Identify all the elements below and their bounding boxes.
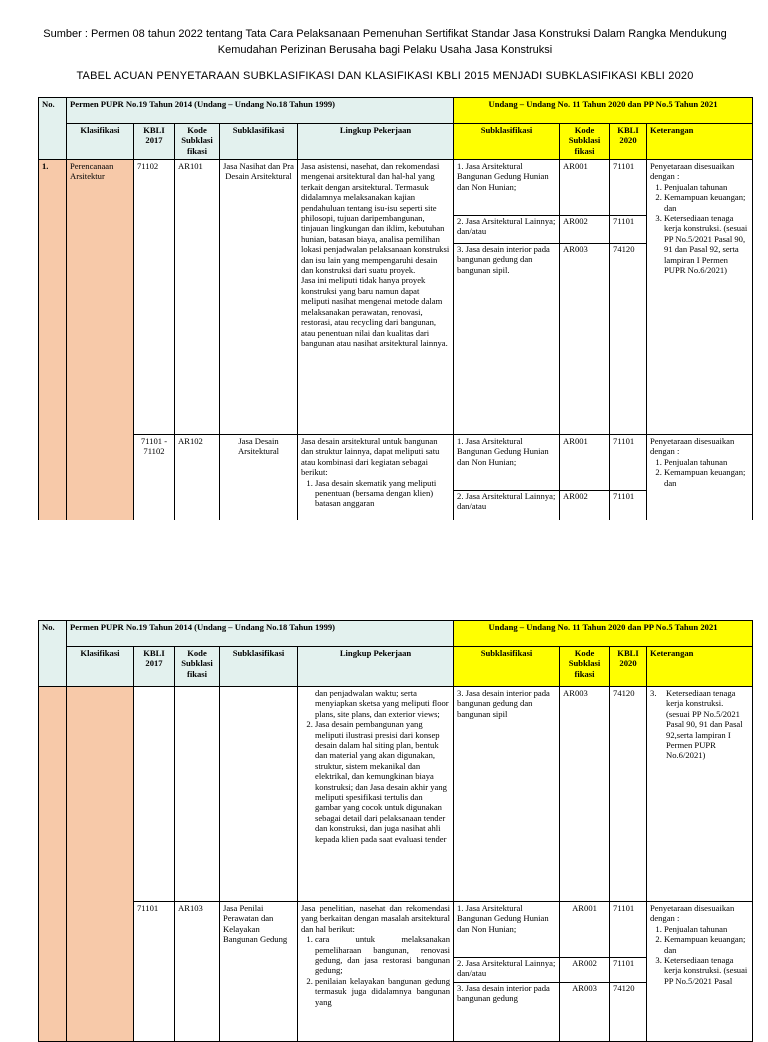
new-kode-item: AR001 — [560, 161, 609, 216]
lingkup-item: 1. cara untuk melaksanakan pemeliharaan bangunan, renovasi gedung, dan jasa restorasi bangunan gedung; — [315, 934, 450, 976]
page-gap — [0, 520, 768, 620]
keterangan-item: 2. Kemampuan keuangan; dan — [664, 192, 749, 213]
kbli-2017-cell: 71101 - 71102 — [134, 435, 175, 525]
new-subklasifikasi-item: 1. Jasa Arsitektural Bangunan Gedung Hunian dan Non Hunian; — [454, 903, 559, 958]
header-lingkup-pekerjaan: Lingkup Pekerjaan — [298, 124, 454, 160]
keterangan-item: 2. Kemampuan keuangan; dan — [664, 934, 749, 955]
kode-cell — [175, 687, 220, 902]
kode-cell: AR102 — [175, 435, 220, 525]
klasifikasi-cell: Perencanaan Arsitektur — [67, 160, 134, 525]
lingkup-paragraph: Jasa asistensi, nasehat, dan rekomendasi mengenai arsitektural dan hal-hal yang terkait dengan arsitektural. Termasuk didalamnya melaksanakan kajian pendahuluan tentang isu-isu seperti site philosopi, tujuan daripembangunan, tinjauan lingkungan dan iklim, kebutuhan hunian, batasan biaya, analisa pemilihan lokasi penjadwalan pelaksanaan konstruksi dan isu lain yang mempengaruhi desain dan konstruksi dari suatu proyek. — [301, 161, 450, 276]
equivalence-table-page-1 — [38, 97, 753, 525]
header-lingkup-pekerjaan: Lingkup Pekerjaan — [298, 647, 454, 687]
source-line-2: Kemudahan Perizinan Berusaha bagi Pelaku Usaha Jasa Konstruksi — [217, 44, 553, 56]
keterangan-cell — [647, 687, 753, 902]
table-row — [39, 902, 753, 1042]
kbli-2020-item: 71101 — [610, 161, 646, 216]
kbli-2020-item: 74120 — [613, 983, 635, 993]
table-row — [39, 435, 753, 525]
header-keterangan: Keterangan — [647, 124, 753, 160]
lingkup-cell — [298, 687, 454, 902]
kbli-2020-cell — [610, 435, 647, 525]
new-subklasifikasi-item: 3. Jasa desain interior pada bangunan gedung dan bangunan sipil. — [457, 244, 550, 275]
lingkup-cell — [298, 160, 454, 435]
new-subklasifikasi-item: 3. Jasa desain interior pada bangunan gedung — [457, 983, 550, 1004]
new-subklasifikasi-item: 2. Jasa Arsitektural Lainnya; dan/atau — [454, 958, 559, 983]
new-kode-item: AR003 — [572, 983, 597, 993]
table-row — [39, 687, 753, 902]
lingkup-item: 2. penilaian kelayakan bangunan gedung termasuk juga didalamnya bangunan yang — [315, 976, 450, 1007]
keterangan-intro: Penyetaraan disesuaikan dengan : — [650, 903, 735, 924]
klasifikasi-continued — [67, 687, 134, 1042]
header-new-regulation: Undang – Undang No. 11 Tahun 2020 dan PP No.5 Tahun 2021 — [454, 98, 753, 124]
new-kode-item: AR002 — [560, 958, 609, 983]
header-new-regulation: Undang – Undang No. 11 Tahun 2020 dan PP No.5 Tahun 2021 — [454, 621, 753, 647]
header-keterangan: Keterangan — [647, 647, 753, 687]
subklasifikasi-cell: Jasa Penilai Perawatan dan Kelayakan Bangunan Gedung — [220, 902, 298, 1042]
new-subklasifikasi-item: 2. Jasa Arsitektural Lainnya; dan/atau — [457, 491, 556, 512]
lingkup-list — [301, 478, 450, 509]
new-kode-cell: AR003 — [560, 687, 610, 902]
new-subklasifikasi-cell: 3. Jasa desain interior pada bangunan gedung dan bangunan sipil — [454, 687, 560, 902]
lingkup-item: 1. Jasa desain skematik yang meliputi penentuan (bersama dengan klien) batasan anggaran — [315, 478, 450, 509]
header-subklasifikasi: Subklasifikasi — [220, 124, 298, 160]
header-kbli-2020: KBLI 2020 — [610, 647, 647, 687]
lingkup-list — [301, 719, 450, 844]
lingkup-paragraph: Jasa ini meliputi tidak hanya proyek konstruksi yang baru namun dapat meliputi nasihat mengenai metode dalam melaksanakan perawatan, renovasi, restorasi, atau recycling dari bangunan, atau penentuan nilai dan kualitas dari bangunan atau nasihat arsitektural lainnya. — [301, 275, 448, 348]
source-note — [40, 26, 730, 58]
new-kode-item: AR003 — [563, 244, 588, 254]
keterangan-item — [650, 688, 749, 761]
new-subklasifikasi-cell — [454, 902, 560, 1042]
keterangan-cell — [647, 435, 753, 525]
keterangan-item: 2. Kemampuan keuangan; dan — [664, 467, 749, 488]
lingkup-list — [301, 934, 450, 1007]
keterangan-intro: Penyetaraan disesuaikan dengan : — [650, 436, 735, 457]
kbli-2020-cell — [610, 160, 647, 435]
keterangan-list — [650, 182, 749, 276]
equivalence-table-page-2 — [38, 620, 753, 1042]
header-old-regulation: Permen PUPR No.19 Tahun 2014 (Undang – Undang No.18 Tahun 1999) — [67, 98, 454, 124]
kbli-2020-item: 71101 — [610, 958, 646, 983]
kbli-2020-cell — [610, 902, 647, 1042]
new-kode-item: AR002 — [563, 491, 588, 501]
row-number: 1. — [39, 160, 67, 525]
keterangan-item: 3. Ketersediaan tenaga kerja konstruksi. (sesuai PP No.5/2021 Pasal 90, 91 dan Pasal 92, serta lampiran I Permen PUPR No.6/2021) — [664, 213, 749, 275]
keterangan-cell — [647, 160, 753, 435]
header-no: No. — [39, 621, 67, 687]
new-kode-cell — [560, 160, 610, 435]
header-new-kode: Kode Subklasi fikasi — [560, 647, 610, 687]
table-title: TABEL ACUAN PENYETARAAN SUBKLASIFIKASI DAN KLASIFIKASI KBLI 2015 MENJADI SUBKLASIFIKASI KBLI 2020 — [76, 70, 694, 82]
header-new-subklasifikasi: Subklasifikasi — [454, 647, 560, 687]
lingkup-cell — [298, 435, 454, 525]
kode-cell: AR101 — [175, 160, 220, 435]
kbli-2020-item: 71101 — [610, 216, 646, 244]
header-new-kode: Kode Subklasi fikasi — [560, 124, 610, 160]
new-subklasifikasi-item: 1. Jasa Arsitektural Bangunan Gedung Hunian dan Non Hunian; — [454, 161, 559, 216]
subklasifikasi-cell — [220, 687, 298, 902]
subklasifikasi-cell: Jasa Desain Arsitektural — [220, 435, 298, 525]
header-klasifikasi: Klasifikasi — [67, 647, 134, 687]
keterangan-list — [650, 457, 749, 488]
new-kode-item: AR001 — [560, 903, 609, 958]
keterangan-item: 1. Penjualan tahunan — [664, 924, 749, 934]
keterangan-cell — [647, 902, 753, 1042]
table-row — [39, 160, 753, 435]
header-kbli-2020: KBLI 2020 — [610, 124, 647, 160]
kbli-2020-item: 71101 — [613, 491, 635, 501]
header-subklasifikasi: Subklasifikasi — [220, 647, 298, 687]
lingkup-intro: Jasa penelitian, nasehat dan rekomendasi yang berkaitan dengan masalah arsitektural dan hal berikut: — [301, 903, 451, 934]
header-kode-subklasifikasi: Kode Subklasi fikasi — [175, 647, 220, 687]
keterangan-item: 1. Penjualan tahunan — [664, 457, 749, 467]
kbli-2017-cell: 71102 — [134, 160, 175, 435]
row-number-continued — [39, 687, 67, 1042]
header-kbli-2017: KBLI 2017 — [134, 124, 175, 160]
kbli-2020-item: 74120 — [613, 244, 635, 254]
new-subklasifikasi-item: 1. Jasa Arsitektural Bangunan Gedung Hunian dan Non Hunian; — [454, 436, 559, 491]
lingkup-item: 2. Jasa desain pembangunan yang meliputi ilustrasi presisi dari konsep desain dalam hal siting plan, bentuk dan material yang akan digunakan, struktur, sistem mekanikal dan elektrikal, dan kemungkinan biaya konstruksi; dan Jasa desain akhir yang meliputi spesifikasi tertulis dan gambar yang cocok untuk digunakan sebagai detail dari pelaksanaan tender dan konstruksi, dan juga nasihat ahli kepada klien pada saat evaluasi tender — [315, 719, 450, 844]
header-kbli-2017: KBLI 2017 — [134, 647, 175, 687]
kbli-2020-item: 71101 — [610, 903, 646, 958]
kode-cell: AR103 — [175, 902, 220, 1042]
new-kode-cell — [560, 435, 610, 525]
keterangan-list — [650, 924, 749, 986]
lingkup-continued: dan penjadwalan waktu; serta menyiapkan sketsa yang meliputi floor plans, site plans, dan exterior views; — [315, 688, 449, 719]
keterangan-item: 1. Penjualan tahunan — [664, 182, 749, 192]
new-kode-cell — [560, 902, 610, 1042]
source-line-1: Sumber : Permen 08 tahun 2022 tentang Tata Cara Pelaksanaan Pemenuhan Sertifikat Standar Jasa Konstruksi Dalam Rangka Mendukung — [43, 28, 727, 40]
subklasifikasi-cell: Jasa Nasihat dan Pra Desain Arsitektural — [220, 160, 298, 435]
kbli-2017-cell: 71101 — [134, 902, 175, 1042]
keterangan-item: 3. Ketersediaan tenaga kerja konstruksi. (sesuai PP No.5/2021 Pasal — [664, 955, 749, 986]
header-kode-subklasifikasi: Kode Subklasi fikasi — [175, 124, 220, 160]
lingkup-intro: Jasa desain arsitektural untuk bangunan dan struktur lainnya, dapat meliputi satu atau kombinasi dari kegiatan sebagai berikut: — [301, 436, 440, 478]
header-no: No. — [39, 98, 67, 160]
header-old-regulation: Permen PUPR No.19 Tahun 2014 (Undang – Undang No.18 Tahun 1999) — [67, 621, 454, 647]
kbli-2020-item: 71101 — [610, 436, 646, 491]
header-klasifikasi: Klasifikasi — [67, 124, 134, 160]
new-subklasifikasi-item: 2. Jasa Arsitektural Lainnya; dan/atau — [454, 216, 559, 244]
kbli-2020-cell: 74120 — [610, 687, 647, 902]
lingkup-cell — [298, 902, 454, 1042]
keterangan-number: 3. — [650, 688, 657, 698]
new-kode-item: AR002 — [560, 216, 609, 244]
keterangan-text: Ketersediaan tenaga kerja konstruksi. (sesuai PP No.5/2021 Pasal 90, 91 dan Pasal 92,serta lampiran I Permen PUPR No.6/2021) — [666, 688, 743, 761]
header-new-subklasifikasi: Subklasifikasi — [454, 124, 560, 160]
new-subklasifikasi-cell — [454, 435, 560, 525]
new-kode-item: AR001 — [560, 436, 609, 491]
new-subklasifikasi-cell — [454, 160, 560, 435]
keterangan-intro: Penyetaraan disesuaikan dengan : — [650, 161, 735, 182]
kbli-2017-cell — [134, 687, 175, 902]
